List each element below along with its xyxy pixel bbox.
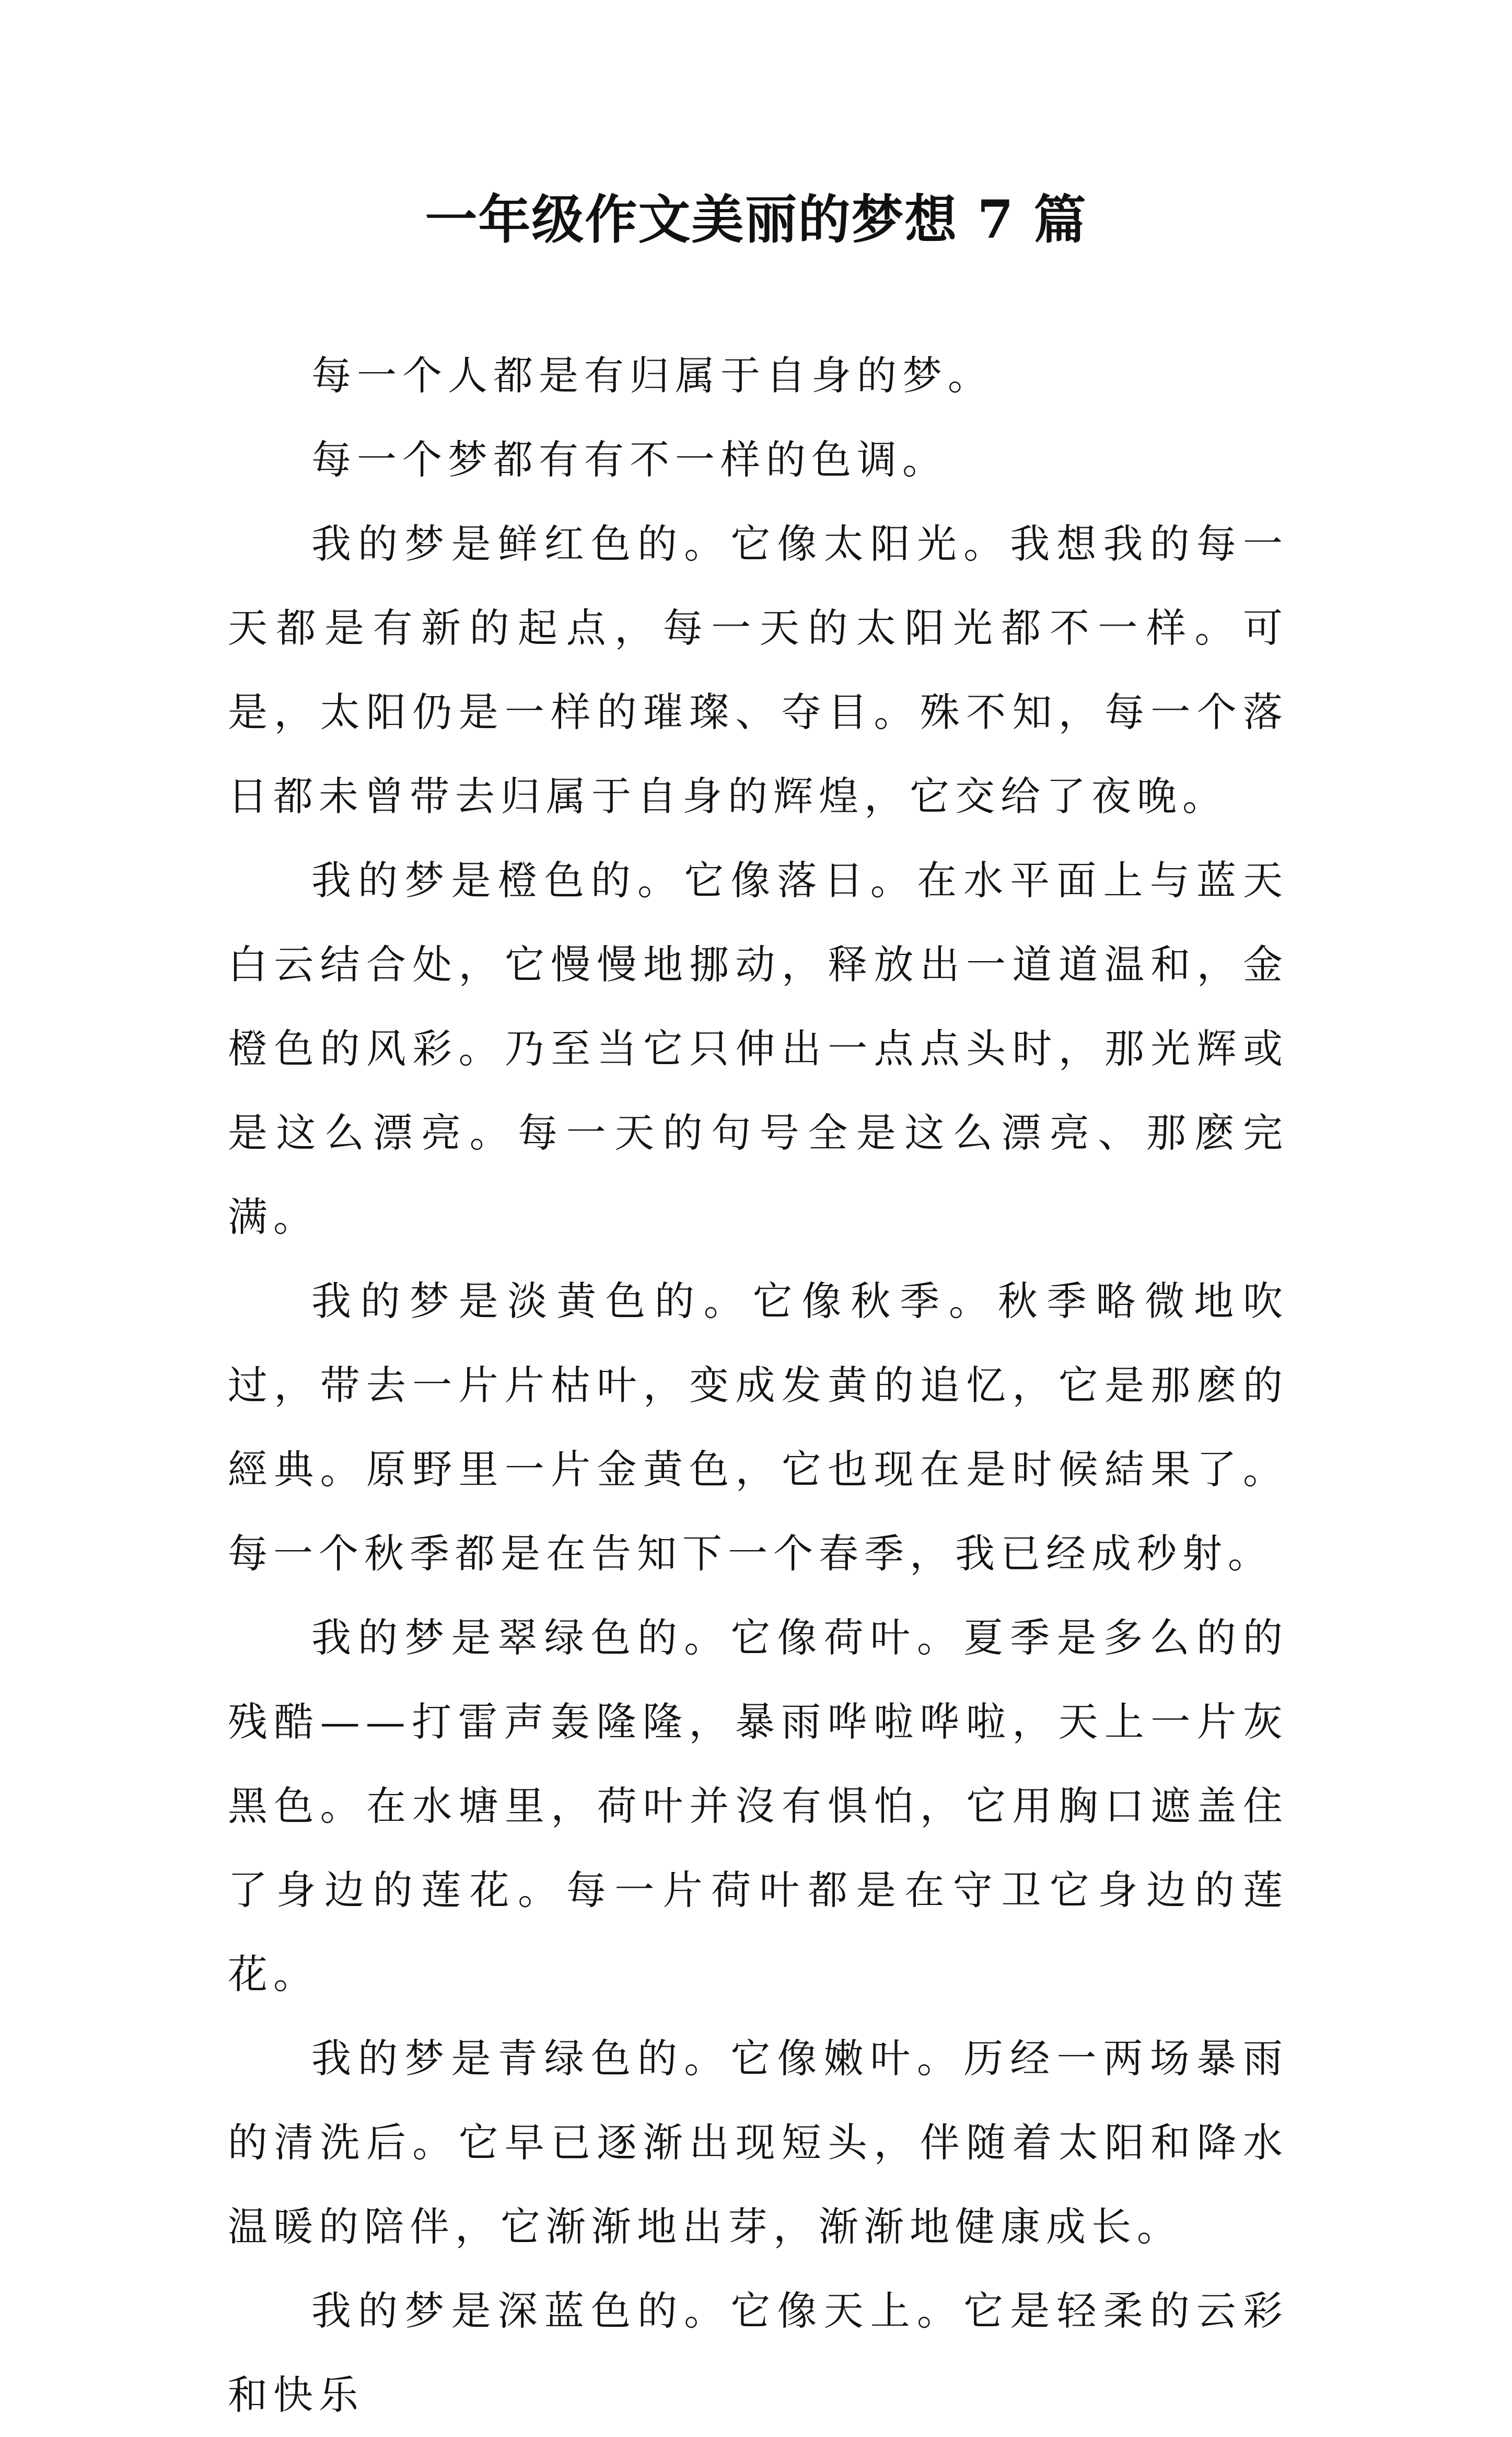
paragraph: 我的梦是淡黄色的。它像秋季。秋季略微地吹过，带去一片片枯叶，变成发黄的追忆，它是那麽的經典。原野里一片金黄色，它也现在是时候結果了。每一个秋季都是在告知下一个春季，我已经成秒射。 [228, 1278, 1288, 1577]
paragraph: 我的梦是鲜红色的。它像太阳光。我想我的每一天都是有新的起点，每一天的太阳光都不一样。可是，太阳仍是一样的璀璨、夺目。殊不知，每一个落日都未曾带去归属于自身的辉煌，它交给了夜晚。 [228, 521, 1288, 819]
paragraph: 我的梦是青绿色的。它像嫩叶。历经一两场暴雨的清洗后。它早已逐渐出现短头，伴随着太阳和降水温暖的陪伴，它渐渐地出芽，渐渐地健康成长。 [228, 2035, 1288, 2250]
document-title: 一年级作文美丽的梦想 7 篇 [425, 189, 1087, 250]
paragraph: 我的梦是深蓝色的。它像天上。它是轻柔的云彩和快乐 [228, 2288, 1288, 2418]
paragraph: 每一个梦都有有不一样的色调。 [311, 436, 948, 483]
paragraph: 我的梦是翠绿色的。它像荷叶。夏季是多么的的残酷——打雷声轰隆隆，暴雨哗啦哗啦，天上一片灰黑色。在水塘里，荷叶并沒有惧怕，它用胸口遮盖住了身边的莲花。每一片荷叶都是在守卫它身边的莲花。 [228, 1614, 1288, 1997]
document-body [228, 333, 1288, 2437]
paragraph: 我的梦是橙色的。它像落日。在水平面上与蓝天白云结合处，它慢慢地挪动，释放出一道道温和，金橙色的风彩。乃至当它只伸出一点点头时，那光辉或是这么漂亮。每一天的句号全是这么漂亮、那麽完满。 [228, 857, 1288, 1240]
paragraph: 每一个人都是有归属于自身的梦。 [311, 352, 993, 399]
